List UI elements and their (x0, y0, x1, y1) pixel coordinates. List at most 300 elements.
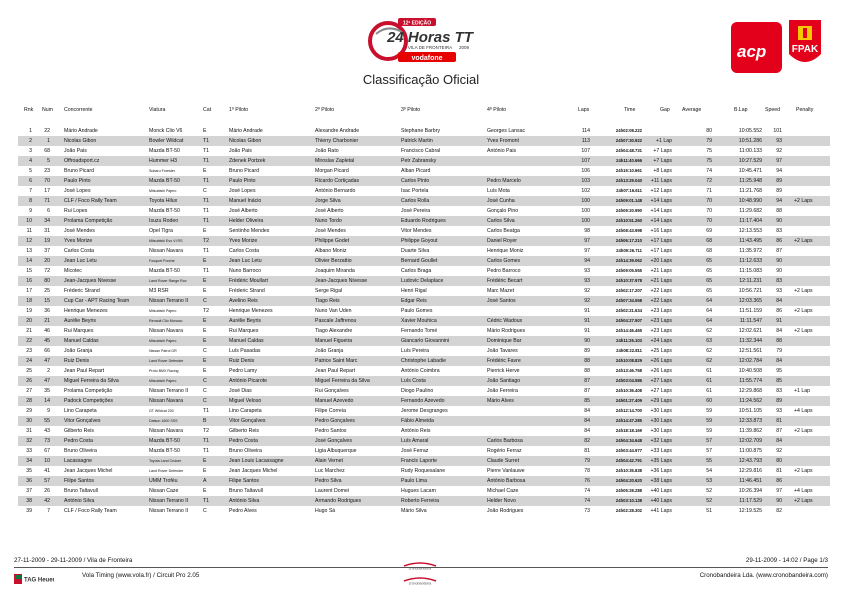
cell-piloto2: Thierry Charbonier (315, 138, 359, 144)
cell-viatura: Nissan Caze (149, 488, 179, 494)
cell-blap: 10:45.471 (738, 168, 762, 174)
cell-gap: +33 Laps (650, 448, 672, 454)
cell-concorrente: Lacassagne (64, 458, 92, 464)
cell-time: 24h09:26.711 (616, 248, 642, 253)
cell-rnk: 17 (26, 288, 32, 294)
cell-rnk: 19 (26, 308, 32, 314)
cell-time: 24h03:10.138 (615, 498, 642, 503)
cell-laps: 73 (584, 508, 590, 514)
cell-piloto4: Pierrick Herve (487, 368, 520, 374)
cell-time: 24h02:17.207 (615, 288, 642, 293)
cell-cat: E (203, 168, 207, 174)
cell-rnk: 30 (26, 418, 32, 424)
cell-rnk: 38 (26, 498, 32, 504)
cell-cat: T1 (203, 448, 210, 454)
table-row (18, 256, 830, 266)
cell-concorrente: José Lopes (64, 188, 91, 194)
cell-concorrente: Bruno Picard (64, 168, 94, 174)
col-cat: Cat (203, 107, 212, 113)
cell-time: 24h09:20.990 (615, 208, 642, 213)
cell-blap: 11:24.562 (739, 398, 762, 404)
cell-num: 1 (47, 138, 50, 144)
table-row (18, 446, 830, 456)
cell-num: 70 (44, 178, 50, 184)
cell-speed: 86 (776, 308, 782, 314)
cell-average: 64 (706, 318, 712, 324)
cell-concorrente: Rui Lopes (64, 208, 88, 214)
cell-gap: +40 Laps (650, 488, 672, 494)
cell-rnk: 32 (26, 438, 32, 444)
cell-viatura: Mitsubishi Pajero (149, 189, 177, 193)
cell-viatura: M3 RSR (149, 288, 169, 294)
cell-piloto3: Xavier Mouhica (401, 318, 437, 324)
cell-cat: T1 (203, 208, 210, 214)
cell-viatura: Nissan Terrano II (149, 498, 189, 504)
cell-piloto3: Stephane Barbry (401, 128, 440, 134)
svg-text:12ª EDIÇÃO: 12ª EDIÇÃO (402, 20, 432, 27)
cell-num: 23 (44, 168, 50, 174)
cell-concorrente: Jean Jacques Michel (64, 468, 113, 474)
col-time: Time (624, 107, 636, 113)
cell-laps: 89 (584, 348, 590, 354)
cell-piloto1: Jean Jacques Michel (229, 468, 278, 474)
cell-piloto2: João Granja (315, 348, 344, 354)
table-row (18, 326, 830, 336)
cronobandeira-logo (400, 557, 440, 570)
cell-gap: +23 Laps (650, 308, 672, 314)
cell-num: 10 (44, 458, 50, 464)
cell-gap: +41 Laps (650, 508, 672, 514)
cell-average: 57 (706, 438, 712, 444)
cell-piloto3: António Reis (401, 428, 431, 434)
cell-piloto4: Mário Alves (487, 398, 514, 404)
cell-time: 24h02:08.222 (615, 128, 642, 133)
svg-text:VILA DE FRONTEIRA: VILA DE FRONTEIRA (407, 45, 453, 50)
cell-viatura: Nissan Navara (149, 428, 184, 434)
cell-piloto4: Yves Fromont (487, 138, 520, 144)
cell-piloto1: José Lopes (229, 188, 256, 194)
cell-piloto1: Pedro Lamy (229, 368, 257, 374)
table-row (18, 206, 830, 216)
cell-laps: 107 (581, 148, 590, 154)
cell-speed: 86 (776, 238, 782, 244)
cell-piloto1: Luís Pasadas (229, 348, 261, 354)
cell-concorrente: CLF / Foco Rally Team (64, 198, 117, 204)
cell-time: 24h04:27.507 (615, 318, 642, 323)
cell-concorrente: Lino Carapeta (64, 408, 97, 414)
cell-gap: +21 Laps (650, 278, 672, 284)
cell-piloto3: Duarte Silva (401, 248, 430, 254)
cell-time: 24h10:35.838 (615, 468, 642, 473)
cell-concorrente: Ruiz Denis (64, 358, 90, 364)
cell-laps: 107 (581, 158, 590, 164)
cell-speed: 88 (776, 208, 782, 214)
table-row (18, 306, 830, 316)
cell-num: 57 (44, 478, 50, 484)
table-row (18, 466, 830, 476)
cell-speed: 79 (776, 348, 782, 354)
cell-speed: 91 (776, 318, 782, 324)
cell-piloto2: Joaquim Miranda (315, 268, 355, 274)
cell-rnk: 7 (29, 188, 32, 194)
cell-piloto3: Carlos Rolla (401, 198, 430, 204)
cell-viatura: Bowler Wildcat (149, 138, 184, 144)
cell-gap: +14 Laps (650, 208, 672, 214)
cell-speed: 87 (776, 248, 782, 254)
cell-average: 79 (706, 138, 712, 144)
cell-blap: 10:51.105 (738, 408, 762, 414)
cell-average: 52 (706, 488, 712, 494)
table-row (18, 316, 830, 326)
cell-piloto2: Luc Marchez (315, 468, 345, 474)
cell-speed: 95 (776, 368, 782, 374)
tagheuer-logo (14, 571, 54, 584)
cell-time: 24h08:22.811 (616, 348, 642, 353)
cell-piloto2: Olivier Berzattio (315, 258, 352, 264)
cell-viatura: Mitsubishi Pajero (149, 379, 177, 383)
cell-num: 66 (44, 348, 50, 354)
table-row (18, 236, 830, 246)
cell-average: 54 (706, 468, 712, 474)
cell-time: 24h07:34.558 (615, 298, 642, 303)
cell-time: 24h14:47.285 (615, 418, 642, 423)
cell-piloto4: António Pais (487, 148, 517, 154)
cell-laps: 76 (584, 478, 590, 484)
cell-cat: T2 (203, 428, 210, 434)
cell-gap: +30 Laps (650, 418, 672, 424)
table-row (18, 166, 830, 176)
cell-num: 31 (44, 228, 50, 234)
cell-laps: 87 (584, 378, 590, 384)
cell-piloto3: Ludovic Delaplace (401, 278, 444, 284)
cell-average: 53 (706, 478, 712, 484)
cell-penalty: +2 Laps (794, 308, 813, 314)
cell-time: 24h03:44.977 (615, 448, 642, 453)
cell-cat: T1 (203, 138, 210, 144)
cell-cat: E (203, 278, 207, 284)
cell-blap: 11:12.633 (739, 258, 762, 264)
cell-rnk: 21 (26, 328, 32, 334)
cell-speed: 94 (776, 198, 782, 204)
cell-num: 34 (44, 218, 50, 224)
cell-concorrente: Bruno Taltavull (64, 488, 98, 494)
cell-piloto4: Henrique Moniz (487, 248, 524, 254)
cell-average: 61 (706, 378, 712, 384)
cell-piloto2: Ricardo Cortiçadas (315, 178, 360, 184)
cell-piloto4: Dominique Bar (487, 338, 522, 344)
cell-blap: 11:43.495 (739, 238, 762, 244)
cell-cat: C (203, 508, 207, 514)
svg-text:cronobandeira: cronobandeira (408, 566, 432, 570)
table-row (18, 506, 830, 516)
cell-penalty: +2 Laps (794, 428, 813, 434)
cell-average: 74 (706, 168, 712, 174)
cell-average: 59 (706, 428, 712, 434)
table-row (18, 336, 830, 346)
cell-concorrente: Jean-Jacques Nivesse (64, 278, 117, 284)
table-row (18, 226, 830, 236)
cell-speed: 87 (776, 428, 782, 434)
cell-rnk: 25 (26, 368, 32, 374)
cell-blap: 11:29.682 (739, 208, 762, 214)
cell-gap: +14 Laps (650, 218, 672, 224)
table-row (18, 496, 830, 506)
cell-blap: 12:19.525 (738, 508, 762, 514)
cell-average: 59 (706, 418, 712, 424)
cell-piloto3: Luís Pereira (401, 348, 429, 354)
cell-average: 62 (706, 328, 712, 334)
cell-gap: +23 Laps (650, 318, 672, 324)
cell-piloto2: Serge Rigal (315, 288, 343, 294)
cell-speed: 81 (776, 468, 782, 474)
cell-num: 20 (44, 258, 50, 264)
cell-piloto2: José Alberto (315, 208, 344, 214)
col-piloto4: 4º Piloto (487, 107, 507, 113)
cell-cat: C (203, 348, 207, 354)
cell-penalty: +2 Laps (794, 498, 813, 504)
cell-rnk: 16 (26, 278, 32, 284)
cell-piloto2: Rui Gonçalves (315, 388, 349, 394)
cell-rnk: 9 (29, 208, 32, 214)
cell-speed: 93 (776, 288, 782, 294)
cell-time: 24h04:34.648 (615, 438, 642, 443)
cell-laps: 100 (581, 218, 590, 224)
cell-piloto1: Avelino Reis (229, 298, 258, 304)
cell-num: 43 (44, 428, 50, 434)
cell-piloto3: Hugues Lacam (401, 488, 436, 494)
cell-piloto1: Mário Andrade (229, 128, 263, 134)
cell-blap: 12:29.816 (738, 468, 762, 474)
cell-blap: 11:39.862 (739, 428, 762, 434)
cell-piloto4: Daniel Royer (487, 238, 517, 244)
cell-laps: 91 (584, 308, 590, 314)
cell-piloto3: Francis Laporte (401, 458, 438, 464)
cell-time: 24h15:10.661 (615, 168, 642, 173)
cell-piloto3: Eduardo Rodrigues (401, 218, 446, 224)
cell-num: 22 (44, 128, 50, 134)
event-dates: 27-11-2009 - 29-11-2009 / Vila de Fronteira (14, 557, 133, 564)
cell-rnk: 6 (29, 178, 32, 184)
cell-piloto2: Nuno Van Uden (315, 308, 352, 314)
table-row (18, 476, 830, 486)
cell-piloto3: Alban Picard (401, 168, 431, 174)
cell-piloto4: Georges Lansac (487, 128, 526, 134)
cell-piloto1: Fréderic Strand (229, 288, 265, 294)
cell-laps: 85 (584, 398, 590, 404)
cell-average: 70 (706, 218, 712, 224)
cell-viatura: Mitsubishi Pajero (149, 339, 177, 343)
table-row (18, 386, 830, 396)
cell-viatura: Land Rover Range Rov (149, 279, 187, 283)
cell-piloto4: Rogério Ferraz (487, 448, 522, 454)
cell-speed: 101 (773, 128, 782, 134)
cell-piloto4: Pedro Barroco (487, 268, 521, 274)
cell-average: 70 (706, 198, 712, 204)
cell-num: 46 (44, 328, 50, 334)
table-row (18, 426, 830, 436)
cell-piloto1: Manuel Caldas (229, 338, 264, 344)
cell-num: 5 (47, 158, 50, 164)
cell-piloto2: Hugo Sá (315, 508, 336, 514)
table-row (18, 436, 830, 446)
cell-piloto4: Marc Mazet (487, 288, 515, 294)
cell-piloto4: Carlos Beatga (487, 228, 520, 234)
cell-cat: T1 (203, 198, 210, 204)
cell-average: 61 (706, 388, 712, 394)
cell-penalty: +2 Laps (794, 198, 813, 204)
cell-speed: 83 (776, 228, 782, 234)
cell-speed: 84 (776, 438, 782, 444)
cell-num: 14 (44, 398, 50, 404)
cell-piloto3: Fernando Azevedo (401, 398, 445, 404)
cell-piloto4: António Barbosa (487, 478, 526, 484)
cell-piloto4: José Cunha (487, 198, 515, 204)
cell-speed: 89 (776, 188, 782, 194)
table-row (18, 146, 830, 156)
cell-piloto1: António Silva (229, 498, 260, 504)
cell-speed: 88 (776, 338, 782, 344)
cell-num: 21 (44, 318, 50, 324)
cell-blap: 11:55.774 (739, 378, 762, 384)
cell-piloto1: Frédéric Moullart (229, 278, 268, 284)
cell-piloto3: Luís Amaral (401, 438, 429, 444)
cell-penalty: +2 Laps (794, 238, 813, 244)
cell-concorrente: António Silva (64, 498, 95, 504)
cell-average: 75 (706, 158, 712, 164)
cell-cat: T1 (203, 268, 210, 274)
cell-blap: 12:11.231 (739, 278, 762, 284)
cell-laps: 98 (584, 228, 590, 234)
cell-concorrente: Mário Andrade (64, 128, 98, 134)
cell-speed: 81 (776, 418, 782, 424)
table-row (18, 266, 830, 276)
cell-cat: A (203, 478, 207, 484)
cell-num: 45 (44, 338, 50, 344)
cell-cat: T1 (203, 178, 210, 184)
cell-num: 35 (44, 388, 50, 394)
cell-piloto1: António Picarote (229, 378, 268, 384)
table-row (18, 406, 830, 416)
page-title: Classificação Oficial (362, 72, 480, 87)
cell-blap: 12:02.709 (738, 438, 762, 444)
cell-rnk: 33 (26, 448, 32, 454)
cell-blap: 11:25.948 (739, 178, 762, 184)
table-row (18, 246, 830, 256)
cell-blap: 11:11.547 (739, 318, 762, 324)
cell-gap: +26 Laps (650, 368, 672, 374)
cell-rnk: 12 (26, 238, 32, 244)
cell-piloto1: Manuel Inácio (229, 198, 262, 204)
cell-cat: E (203, 488, 207, 494)
cell-average: 65 (706, 288, 712, 294)
cell-rnk: 13 (26, 248, 32, 254)
cell-num: 9 (47, 408, 50, 414)
cell-cat: E (203, 458, 207, 464)
cell-viatura: Mazda BT-50 (149, 448, 180, 454)
cell-cat: C (203, 388, 207, 394)
cell-viatura: Nissan Terrano II (149, 388, 189, 394)
cell-speed: 97 (776, 488, 782, 494)
cell-cat: E (203, 128, 207, 134)
cell-piloto2: João Rato (315, 148, 339, 154)
cell-laps: 102 (581, 188, 590, 194)
cell-viatura: Mazda BT-50 (149, 438, 180, 444)
cell-average: 69 (706, 228, 712, 234)
cell-piloto2: Miroslav Zapletal (315, 158, 355, 164)
cell-gap: +16 Laps (650, 228, 672, 234)
table-row (18, 376, 830, 386)
cell-laps: 114 (581, 128, 590, 134)
cell-piloto1: Vitor Gonçalves (229, 418, 266, 424)
cell-time: 24h09:05.555 (615, 268, 642, 273)
col-laps: Laps (578, 107, 590, 113)
cell-gap: +22 Laps (650, 298, 672, 304)
cell-rnk: 18 (26, 298, 32, 304)
table-row (18, 416, 830, 426)
cell-piloto3: Paulo Gomes (401, 308, 433, 314)
cell-blap: 12:02.784 (738, 358, 762, 364)
cell-viatura: Datsun 1600 SSS (149, 419, 178, 423)
cell-piloto3: Jerome Desgranges (401, 408, 448, 414)
cell-piloto2: Alexandre Andrade (315, 128, 360, 134)
cell-rnk: 26 (26, 378, 32, 384)
cell-gap: +38 Laps (650, 478, 672, 484)
cell-num: 25 (44, 288, 50, 294)
cell-blap: 11:00.875 (739, 448, 762, 454)
footer-divider (14, 567, 828, 568)
cell-viatura: Land Rover Defender (149, 359, 184, 363)
cell-time: 24h10:51.260 (615, 218, 642, 223)
cell-gap: +30 Laps (650, 408, 672, 414)
cell-speed: 82 (776, 508, 782, 514)
cell-piloto2: Patrice Saint Marc (315, 358, 358, 364)
table-row (18, 186, 830, 196)
cell-piloto2: Pascale Jaffrenou (315, 318, 357, 324)
cell-average: 61 (706, 368, 712, 374)
cell-cat: E (203, 328, 207, 334)
cell-concorrente: José Mendes (64, 228, 95, 234)
cell-viatura: Opel Tigra (149, 228, 173, 234)
cell-rnk: 23 (26, 348, 32, 354)
cell-piloto4: Helder Novo (487, 498, 516, 504)
cell-piloto4: João Santiago (487, 378, 521, 384)
cell-piloto3: Philippe Goyout (401, 238, 438, 244)
col-viatura: Viatura (149, 107, 166, 113)
cell-concorrente: Micotec (64, 268, 82, 274)
results-table (18, 126, 830, 516)
cell-piloto3: Edgar Reis (401, 298, 427, 304)
cell-piloto2: Jean-Jacques Nivesse (315, 278, 368, 284)
cell-piloto3: Fernando Tomé (401, 328, 438, 334)
cell-concorrente: Pedro Costa (64, 438, 93, 444)
col-piloto1: 1º Piloto (229, 107, 249, 113)
table-row (18, 176, 830, 186)
cell-time: 24h13:29.040 (615, 178, 642, 183)
cell-laps: 88 (584, 368, 590, 374)
cell-piloto1: Carlos Costa (229, 248, 259, 254)
cell-viatura: Mitsubishi Evo VI RS (149, 239, 183, 243)
cell-blap: 12:43.793 (738, 458, 762, 464)
cell-piloto1: Bruno Picard (229, 168, 259, 174)
cell-piloto3: Luís Costa (401, 378, 426, 384)
cell-num: 80 (44, 278, 50, 284)
cell-speed: 93 (776, 138, 782, 144)
cell-gap: +20 Laps (650, 258, 672, 264)
cell-cat: E (203, 228, 207, 234)
cell-gap: +35 Laps (650, 458, 672, 464)
cell-piloto4: José Santos (487, 298, 516, 304)
cell-laps: 90 (584, 338, 590, 344)
